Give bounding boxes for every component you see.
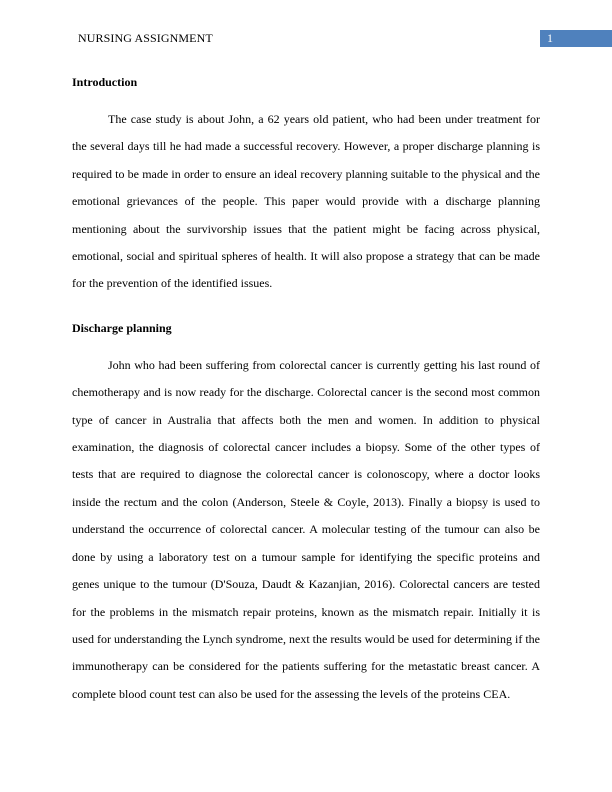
page-number: 1 (547, 31, 553, 45)
section-introduction (72, 72, 540, 298)
section-paragraph: The case study is about John, a 62 years old patient, who had been under treatment for the several days till he had made a successful recovery. However, a proper discharge planning is required to be made in order to ensure an ideal recovery planning suitable to the physical and the emotional grievances of the people. This paper would provide with a discharge planning mentioning about the survivorship issues that the patient might be facing across physical, emotional, social and spiritual spheres of health. It will also propose a strategy that can be made for the prevention of the identified issues. (72, 112, 540, 291)
running-head: NURSING ASSIGNMENT (78, 31, 213, 45)
section-heading: Introduction (72, 75, 138, 89)
page-header (0, 30, 612, 48)
document-body (72, 72, 540, 708)
section-heading: Discharge planning (72, 320, 172, 335)
page-number-badge (540, 30, 612, 47)
section-discharge-planning (72, 318, 540, 708)
section-paragraph: John who had been suffering from colorectal cancer is currently getting his last round of chemotherapy and is now ready for the discharge. Colorectal cancer is the second most common type of cancer in Australia that affects both the men and women. In addition to physical examination, the diagnosis of colorectal cancer includes a biopsy. Some of the other types of tests that are required to diagnose the colorectal cancer is colonoscopy, where a doctor looks inside the rectum and the colon (Anderson, Steele & Coyle, 2013). Finally a biopsy is used to understand the occurrence of colorectal cancer. A molecular testing of the tumour can also be done by using a laboratory test on a tumour sample for identifying the specific proteins and genes unique to the tumour (D'Souza, Daudt & Kazanjian, 2016). Colorectal cancers are tested for the problems in the mismatch repair proteins, known as the mismatch repair. Initially it is used for understanding the Lynch syndrome, next the results would be used for determining if the immunotherapy can be considered for the patients suffering for the metastatic breast cancer. A complete blood count test can also be used for the assessing the levels of the proteins CEA. (72, 357, 540, 701)
